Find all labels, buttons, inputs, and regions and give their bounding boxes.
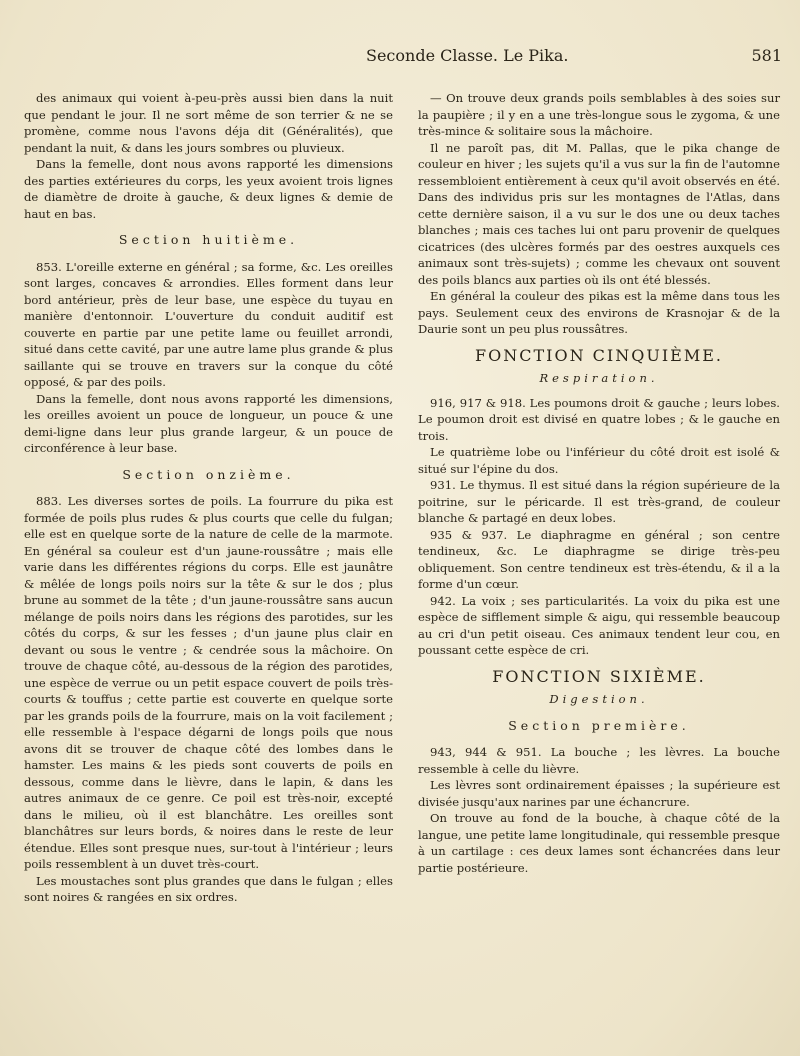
paragraph: Dans la femelle, dont nous avons rapporté les dimensions des parties extérieures du corps, les yeux avoient trois lignes de diamètre de droite à gauche, & deux lignes & demie de haut en bas.: [24, 157, 393, 221]
section-heading: Section première.: [508, 717, 690, 733]
paragraph: 931. Le thymus. Il est situé dans la région supérieure de la poitrine, sur le péricarde. Il est très-grand, de couleur blanche & partagé en deux lobes.: [418, 478, 780, 525]
subheading: Digestion.: [549, 692, 649, 706]
left-column: [24, 90, 393, 906]
right-column: [418, 90, 780, 876]
paragraph: 853. L'oreille externe en général ; sa forme, &c. Les oreilles sont larges, concaves & arrondies. Elles forment dans leur bord antérieur, près de leur base, une espèce du tuyau en manière d'entonnoir. L'ouverture du conduit auditif est couverte en partie par une petite lame ou feuillet arrondi, situé dans cette cavité, par une autre lame plus grande & plus saillante qui se trouve en travers sur la conque du côté opposé, & par des poils.: [24, 259, 393, 389]
page-number: 581: [751, 46, 782, 65]
subheading: Respiration.: [539, 371, 659, 385]
section-heading: Section huitième.: [118, 232, 299, 247]
paragraph: En général la couleur des pikas est la même dans tous les pays. Seulement ceux des environs de Krasnojar & de la Daurie sont un peu plus roussâtres.: [418, 289, 780, 336]
function-heading: FONCTION SIXIÈME.: [492, 666, 706, 686]
paragraph: 943, 944 & 951. La bouche ; les lèvres. La bouche ressemble à celle du lièvre.: [418, 745, 780, 776]
paragraph: 935 & 937. Le diaphragme en général ; son centre tendineux, &c. Le diaphragme se dirige très-peu obliquement. Son centre tendineux est très-étendu, & il a la forme d'un cœur.: [418, 527, 780, 591]
paragraph: On trouve au fond de la bouche, à chaque côté de la langue, une petite lame longitudinale, qui ressemble presque à un cartilage : ces deux lames sont échancrées dans leur partie postérieure.: [418, 811, 780, 875]
running-header: [0, 42, 800, 72]
paragraph: — On trouve deux grands poils semblables à des soies sur la paupière ; il y en a une très-longue sous le zygoma, & une très-mince & solitaire sous la mâchoire.: [418, 91, 780, 138]
paragraph: des animaux qui voient à-peu-près aussi bien dans la nuit que pendant le jour. Il ne sort même de son terrier & ne se promène, comme nous l'avons déja dit (Généralités), que pendant la nuit, & dans les jours sombres ou pluvieux.: [24, 91, 393, 155]
running-title: Seconde Classe. Le Pika.: [366, 46, 569, 65]
paragraph: Les lèvres sont ordinairement épaisses ; la supérieure est divisée jusqu'aux narines par une échancrure.: [418, 778, 780, 809]
paragraph: 916, 917 & 918. Les poumons droit & gauche ; leurs lobes. Le poumon droit est divisé en quatre lobes ; & le gauche en trois.: [418, 395, 780, 443]
paragraph: 883. Les diverses sortes de poils. La fourrure du pika est formée de poils plus rudes & plus courts que celle du fulgan; elle est en quelque sorte de la nature de celle de la marmote. En général sa couleur est d'un jaune-roussâtre ; mais elle varie dans les différentes régions du corps. Elle est jaunâtre & mêlée de longs poils noirs sur la tête & sur le dos ; plus brune au sommet de la tête ; d'un jaune-roussâtre sans aucun mélange de poils noirs dans les régions des parotides, sur les côtés du corps, & sur les fesses ; d'un jaune plus clair en devant ou sous le ventre ; & cendrée sous la mâchoire. On trouve de chaque côté, au-dessous de la région des parotides, une espèce de verrue ou un petit espace couvert de poils très-courts & touffus ; cette partie est couverte en quelque sorte par les grands poils de la fourrure, mais on la voit facilement ; elle ressemble à l'espace dégarni de longs poils que nous avons dit se trouver de chaque côté des lombes dans le hamster. Les mains & les pieds sont couverts de poils en dessous, comme dans le lièvre, dans le lapin, & dans les autres animaux de ce genre. Ce poil est très-noir, excepté dans le milieu, où il est blanchâtre. Les oreilles sont blanchâtres sur leurs bords, & noires dans le reste de leur étendue. Elles sont presque nues, sur-tout à l'intérieur ; leurs poils ressemblent à un duvet très-court.: [24, 494, 393, 871]
paragraph: 942. La voix ; ses particularités. La voix du pika est une espèce de sifflement simple & aigu, qui ressemble beaucoup au cri d'un petit oiseau. Ces animaux tendent leur cou, en poussant cette espèce de cri.: [418, 593, 780, 657]
function-heading: FONCTION CINQUIÈME.: [475, 345, 723, 365]
paragraph: Dans la femelle, dont nous avons rapporté les dimensions, les oreilles avoient un pouce de longueur, un pouce & une demi-ligne dans leur plus grande largeur, & un pouce de circonférence à leur base.: [24, 391, 393, 455]
section-heading: Section onzième.: [122, 466, 295, 482]
paragraph: Il ne paroît pas, dit M. Pallas, que le pika change de couleur en hiver ; les sujets qu'il a vus sur la fin de l'automne ressembloient entièrement à ceux qu'il avoit observés en été. Dans des individus pris sur les montagnes de l'Atlas, dans cette dernière saison, il a vu sur le dos une ou deux taches blanches ; mais ces taches lui ont paru provenir de quelques cicatrices (des ulcères formés par des oestres auxquels ces animaux sont très-sujets) ; comme les chevaux ont souvent des poils blancs aux parties où ils ont été blessés.: [418, 140, 780, 287]
paragraph: Les moustaches sont plus grandes que dans le fulgan ; elles sont noires & rangées en six ordres.: [24, 873, 393, 904]
paragraph: Le quatrième lobe ou l'inférieur du côté droit est isolé & situé sur l'épine du dos.: [418, 445, 780, 476]
